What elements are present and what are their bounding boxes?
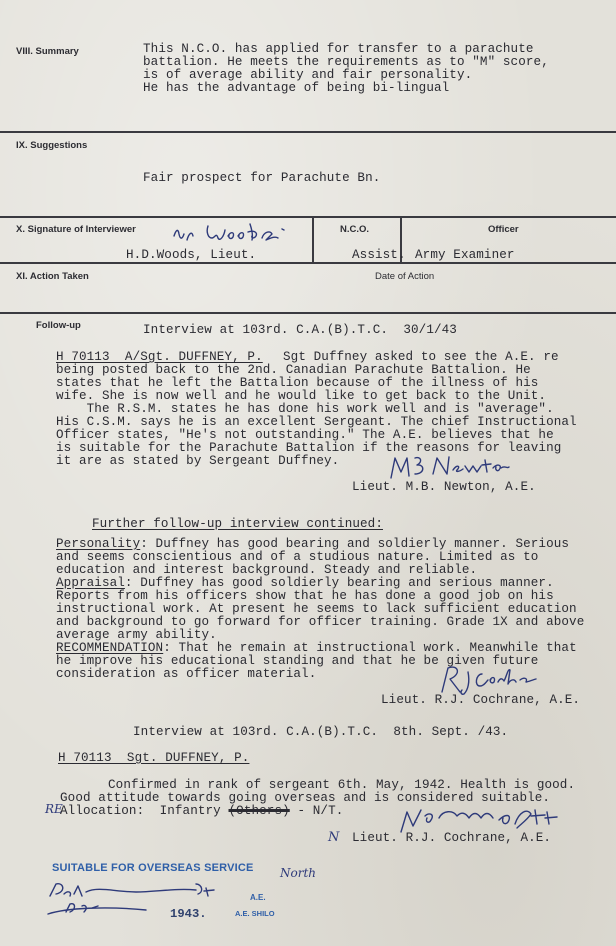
third-soldier-id: H 70113 Sgt. DUFFNEY, P.: [58, 751, 250, 765]
nco-value: Assist.: [352, 248, 406, 262]
follow-up-line: Sgt Duffney asked to see the A.E. re: [283, 350, 559, 364]
follow-up-label: Follow-up: [36, 320, 81, 331]
officer-label: Officer: [488, 224, 519, 235]
appraisal-first-line: [56, 576, 554, 590]
allocation-suffix: - N/T.: [297, 804, 344, 818]
suggestions-label: IX. Suggestions: [16, 140, 88, 151]
follow-up-line: The R.S.M. states he has done his work well and is "average".: [56, 402, 554, 416]
summary-line: He has the advantage of being bi-lingual: [143, 81, 450, 95]
stamp-ae-shilo: A.E. SHILO: [235, 909, 275, 918]
follow-up-line: is suitable for the Parachute Battalion if the reasons for leaving: [56, 441, 562, 455]
signature-label: X. Signature of Interviewer: [16, 224, 136, 235]
suggestions-text: Fair prospect for Parachute Bn.: [143, 171, 381, 185]
cochrane-signoff: Lieut. R.J. Cochrane, A.E.: [381, 693, 581, 707]
officer-value: Army Examiner: [415, 248, 515, 262]
allocation-value: Infantry: [159, 804, 221, 818]
date-of-action-label: Date of Action: [375, 271, 435, 282]
personality-label: Personality: [56, 537, 141, 551]
appraisal-line: and background to go forward for officer training. Grade 1X and above: [56, 615, 585, 629]
handwritten-mark: N: [328, 830, 340, 845]
appraisal-label: Appraisal: [56, 576, 125, 590]
appraisal-text: : Duffney has good soldierly bearing and serious manner.: [124, 576, 554, 590]
third-line: Good attitude towards going overseas and is considered suitable.: [60, 791, 551, 805]
appraisal-line: average army ability.: [56, 628, 217, 642]
recommendation-line: he improve his educational standing and that he be given future: [56, 654, 539, 668]
divider: [0, 131, 616, 133]
summary-line: is of average ability and fair personality.: [143, 68, 473, 82]
follow-up-line: states that he left the Battalion because of the illness of his: [56, 376, 539, 390]
cochrane-signature: [432, 662, 542, 696]
handwritten-re: RE: [45, 802, 63, 816]
newton-signoff: Lieut. M.B. Newton, A.E.: [352, 480, 536, 494]
further-heading: Further follow-up interview continued:: [92, 517, 383, 531]
newton-signature: [385, 452, 515, 482]
follow-up-line: it are as stated by Sergeant Duffney.: [56, 454, 340, 468]
follow-up-line: wife. She is now well and he would like to get back to the Unit.: [56, 389, 547, 403]
divider: [0, 312, 616, 314]
divider: [0, 262, 616, 264]
follow-up-heading: Interview at 103rd. C.A.(B).T.C. 30/1/43: [143, 323, 457, 337]
action-taken-label: XI. Action Taken: [16, 271, 89, 282]
stamp-year: 1943.: [170, 907, 207, 921]
handwritten-north: North: [280, 866, 317, 880]
stamp-signature: [46, 878, 246, 920]
appraisal-line: Reports from his officers show that he has done a good job on his: [56, 589, 554, 603]
follow-up-line: being posted back to the 2nd. Canadian Parachute Battalion. He: [56, 363, 531, 377]
divider: [0, 216, 616, 218]
summary-line: This N.C.O. has applied for transfer to a parachute: [143, 42, 534, 56]
interviewer-signature: [168, 220, 298, 248]
personality-text: : Duffney has good bearing and soldierly manner. Serious: [140, 537, 570, 551]
stamp-ae: A.E.: [250, 893, 266, 902]
third-line: Confirmed in rank of sergeant 6th. May, 1942. Health is good.: [108, 778, 576, 792]
third-signoff: Lieut. R.J. Cochrane, A.E.: [352, 831, 552, 845]
soldier-id: H 70113 A/Sgt. DUFFNEY, P.: [56, 350, 263, 364]
appraisal-line: instructional work. At present he seems to lack sufficient education: [56, 602, 577, 616]
recommendation-text: : That he remain at instructional work. Meanwhile that: [163, 641, 577, 655]
personality-first-line: [56, 537, 569, 551]
summary-line: battalion. He meets the requirements as to "M" score,: [143, 55, 549, 69]
recommendation-first-line: [56, 641, 577, 655]
summary-label: VIII. Summary: [16, 46, 79, 57]
allocation-struck: (Others): [228, 804, 290, 818]
nco-label: N.C.O.: [340, 224, 370, 235]
interviewer-name: H.D.Woods, Lieut.: [126, 248, 257, 262]
allocation-label: Allocation:: [60, 804, 145, 818]
personality-line: education and interest background. Steady and reliable.: [56, 563, 478, 577]
recommendation-line: consideration as officer material.: [56, 667, 317, 681]
follow-up-line: His C.S.M. says he is an excellent Sergeant. The chief Instructional: [56, 415, 577, 429]
recommendation-label: RECOMMENDATION: [56, 641, 164, 655]
overseas-stamp: SUITABLE FOR OVERSEAS SERVICE: [52, 862, 254, 874]
personality-line: and seems conscientious and of a studious nature. Limited as to: [56, 550, 539, 564]
allocation-line: [60, 804, 343, 818]
third-heading: Interview at 103rd. C.A.(B).T.C. 8th. Sept. /43.: [133, 725, 509, 739]
column-divider: [312, 216, 314, 262]
follow-up-line: Officer states, "He's not outstanding." The A.E. believes that he: [56, 428, 554, 442]
